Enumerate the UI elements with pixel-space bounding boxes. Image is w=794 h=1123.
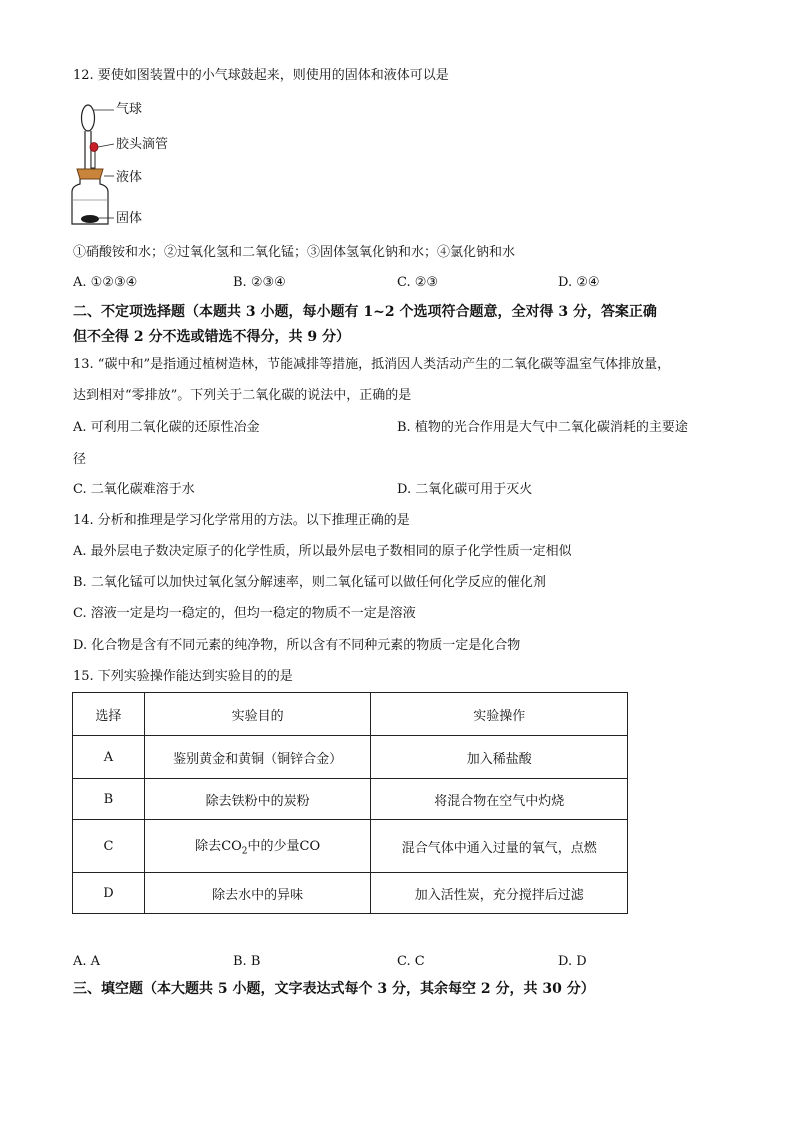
table-row [73,779,628,820]
row-operation: 将混合物在空气中灼烧 [371,779,628,820]
q14-option-a[interactable]: A. 最外层电子数决定原子的化学性质，所以最外层电子数相同的原子化学性质一定相似 [73,544,572,559]
label-balloon: 气球 [116,102,143,117]
q12-option-c[interactable]: C. ②③ [397,275,439,290]
q12-option-d[interactable]: D. ②④ [558,275,600,290]
q12-combos: ①硝酸铵和水；②过氧化氢和二氧化锰；③固体氢氧化钠和水；④氯化钠和水 [73,245,516,260]
apparatus-figure [66,92,206,230]
row-operation: 混合气体中通入过量的氧气，点燃 [371,820,628,873]
co2-formula [221,839,248,857]
experiment-table [72,692,628,914]
purpose-text-post: 中的少量 [247,839,300,855]
row-choice: B [73,779,145,820]
purpose-text-pre: 除去 [195,839,222,855]
label-solid: 固体 [116,211,143,226]
q13-option-d[interactable]: D. 二氧化碳可用于灭火 [397,482,533,497]
table-header-row [73,693,628,736]
co2-subscript: 2 [241,846,248,857]
row-choice: D [73,873,145,914]
q15-option-c[interactable]: C. C [397,954,425,969]
q13-stem-1: 13. “碳中和”是指通过植树造林，节能减排等措施，抵消因人类活动产生的二氧化碳等温室气体排放量， [73,357,671,372]
q14-option-c[interactable]: C. 溶液一定是均一稳定的，但均一稳定的物质不一定是溶液 [73,606,416,621]
header-purpose: 实验目的 [144,693,371,736]
header-choice: 选择 [73,693,145,736]
co-formula: CO [299,839,321,855]
q13-option-b[interactable]: B. 植物的光合作用是大气中二氧化碳消耗的主要途 [397,420,688,435]
q12-stem: 12. 要使如图装置中的小气球鼓起来，则使用的固体和液体可以是 [73,68,449,83]
q15-option-d[interactable]: D. D [558,954,587,969]
q13-option-b-cont: 径 [73,452,87,467]
q12-option-a[interactable]: A. ①②③④ [73,275,138,290]
q15-option-a[interactable]: A. A [73,954,101,969]
row-operation: 加入活性炭，充分搅拌后过滤 [371,873,628,914]
section2-heading-2: 但不全得 2 分不选或错选不得分，共 9 分） [73,329,350,345]
row-purpose [144,820,371,873]
q13-stem-2: 达到相对“零排放”。下列关于二氧化碳的说法中，正确的是 [73,388,412,403]
q14-option-b[interactable]: B. 二氧化锰可以加快过氧化氢分解速率，则二氧化锰可以做任何化学反应的催化剂 [73,575,546,590]
co2-base: CO [221,839,242,855]
row-choice: C [73,820,145,873]
q13-option-c[interactable]: C. 二氧化碳难溶于水 [73,482,195,497]
section2-heading-1: 二、不定项选择题（本题共 3 小题，每小题有 1~2 个选项符合题意，全对得 3 分，答案正确 [73,304,657,320]
row-operation: 加入稀盐酸 [371,736,628,779]
q12-option-b[interactable]: B. ②③④ [233,275,286,290]
q14-stem: 14. 分析和推理是学习化学常用的方法。以下推理正确的是 [73,513,410,528]
row-purpose: 除去水中的异味 [144,873,371,914]
q15-option-b[interactable]: B. B [233,954,261,969]
table-row [73,736,628,779]
q13-option-a[interactable]: A. 可利用二氧化碳的还原性冶金 [73,420,260,435]
row-purpose: 鉴别黄金和黄铜（铜锌合金） [144,736,371,779]
row-choice: A [73,736,145,779]
label-liquid: 液体 [116,170,143,185]
section3-heading: 三、填空题（本大题共 5 小题，文字表达式每个 3 分，其余每空 2 分，共 30 分） [73,981,595,997]
label-dropper: 胶头滴管 [116,137,169,152]
header-operation: 实验操作 [371,693,628,736]
row-purpose: 除去铁粉中的炭粉 [144,779,371,820]
q14-option-d[interactable]: D. 化合物是含有不同元素的纯净物，所以含有不同种元素的物质一定是化合物 [73,638,521,653]
table-row [73,820,628,873]
table-row [73,873,628,914]
q15-stem: 15. 下列实验操作能达到实验目的的是 [73,669,293,684]
